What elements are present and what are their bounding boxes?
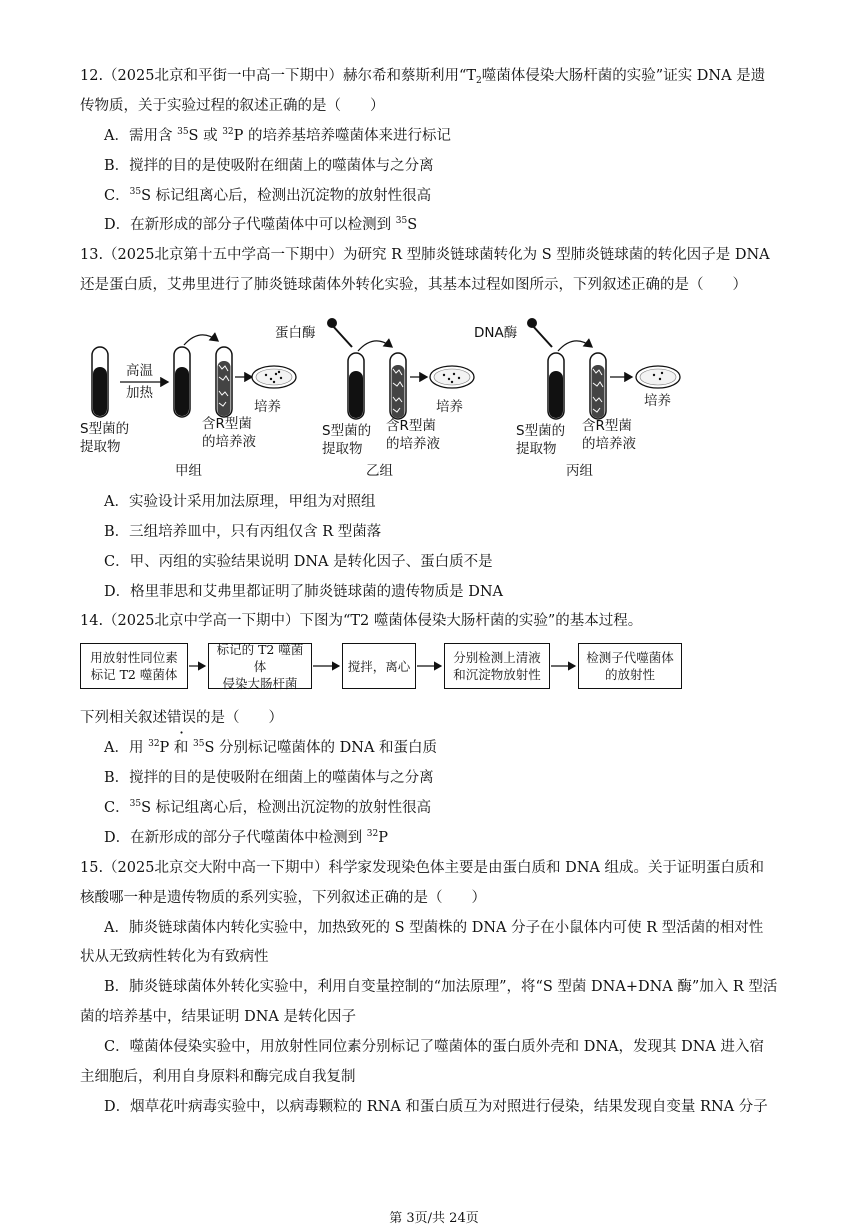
arrow-icon <box>184 335 218 345</box>
s-extract-label-1: S型菌的 <box>80 421 130 437</box>
s-extract-label-1: S型菌的 <box>322 423 372 439</box>
culture-label: 培养 <box>254 399 281 415</box>
q14-option-c: C．$^{35}$S 标记组离心后，检测出沉淀物的放射性很高 <box>104 799 432 816</box>
culture-label: 培养 <box>436 399 463 415</box>
q12-stem-line1: 12.（2025北京和平街一中高一下期中）赫尔希和蔡斯利用“$T_2$噬菌体侵染大肠杆菌的实验”证实 DNA 是遗 <box>80 68 766 86</box>
flow-step-2: 标记的 T2 噬菌体 侵染大肠杆菌 <box>208 643 312 689</box>
q12-option-c: C．$^{35}$S 标记组离心后，检测出沉淀物的放射性很高 <box>104 187 432 204</box>
flow-step-4: 分别检测上清液 和沉淀物放射性 <box>444 643 550 689</box>
q13-option-c: C．甲、丙组的实验结果说明 DNA 是转化因子、蛋白质不是 <box>104 554 493 570</box>
flow-step-3: 搅拌，离心 <box>342 643 416 689</box>
q12-option-b: B．搅拌的目的是使吸附在细菌上的噬菌体与之分离 <box>104 158 434 174</box>
q15-option-d-line1: D．烟草花叶病毒实验中，以病毒颗粒的 RNA 和蛋白质互为对照进行侵染，结果发现自变量 RNA 分子 <box>104 1099 768 1115</box>
q14-stem: 14.（2025北京中学高一下期中）下图为“T2 噬菌体侵染大肠杆菌的实验”的基本过程。 <box>80 613 643 629</box>
group-b-diagram <box>275 318 474 479</box>
r-medium-label-2: 的培养液 <box>386 436 440 452</box>
q15-stem-line2: 核酸哪一种是遗传物质的系列实验，下列叙述正确的是（ ） <box>80 890 486 906</box>
flow-step-1: 用放射性同位素 标记 T2 噬菌体 <box>80 643 188 689</box>
q12-option-d: D．在新形成的部分子代噬菌体中可以检测到 $^{35}$S <box>104 216 418 233</box>
q15-option-a-line2: 状从无致病性转化为有致病性 <box>80 949 269 965</box>
s-extract-label-2: 提取物 <box>516 441 557 457</box>
r-medium-label-1: 含R型菌 <box>386 418 436 434</box>
r-medium-label-2: 的培养液 <box>202 434 256 450</box>
q15-option-b-line1: B．肺炎链球菌体外转化实验中，利用自变量控制的“加法原理”，将“S 型菌 DNA+DNA 酶”加入 R 型活 <box>104 979 778 995</box>
r-medium-label-2: 的培养液 <box>582 436 636 452</box>
q15-option-c-line2: 主细胞后，利用自身原料和酶完成自我复制 <box>80 1069 356 1085</box>
group-c-label: 丙组 <box>566 463 593 479</box>
group-a-diagram <box>80 335 296 479</box>
q12-stem-line2: 传物质，关于实验过程的叙述正确的是（ ） <box>80 98 385 114</box>
arrow-icon <box>558 341 592 351</box>
dropper-icon <box>332 325 352 347</box>
q13-stem-line1: 13.（2025北京第十五中学高一下期中）为研究 R 型肺炎链球菌转化为 S 型肺炎链球菌的转化因子是 DNA <box>80 247 770 263</box>
page-footer: 第 3页/共 24页 <box>389 1211 479 1226</box>
protease-label: 蛋白酶 <box>275 325 316 341</box>
culture-label: 培养 <box>644 393 671 409</box>
q14-stem2: 下列相关叙述错误的是（ ） <box>80 710 283 726</box>
group-c-diagram <box>474 318 680 479</box>
flow-arrows <box>80 640 700 695</box>
high-temp-label: 高温 <box>126 363 153 379</box>
flow-step-5: 检测子代噬菌体 的放射性 <box>578 643 682 689</box>
avery-experiment-diagram <box>70 305 790 485</box>
r-medium-label-1: 含R型菌 <box>582 418 632 434</box>
q15-option-c-line1: C．噬菌体侵染实验中，用放射性同位素分别标记了噬菌体的蛋白质外壳和 DNA，发现其 DNA 进入宿 <box>104 1039 764 1055</box>
q15-option-b-line2: 菌的培养基中，结果证明 DNA 是转化因子 <box>80 1009 357 1025</box>
arrow-icon <box>358 341 392 351</box>
q14-option-b: B．搅拌的目的是使吸附在细菌上的噬菌体与之分离 <box>104 770 434 786</box>
dnase-label: DNA酶 <box>474 325 518 341</box>
q13-option-d: D．格里菲思和艾弗里都证明了肺炎链球菌的遗传物质是 DNA <box>104 584 504 600</box>
s-extract-label-2: 提取物 <box>80 439 121 455</box>
s-extract-label-2: 提取物 <box>322 441 363 457</box>
q15-stem-line1: 15.（2025北京交大附中高一下期中）科学家发现染色体主要是由蛋白质和 DNA 组成。关于证明蛋白质和 <box>80 860 764 876</box>
q13-option-a: A．实验设计采用加法原理，甲组为对照组 <box>104 494 376 510</box>
heating-label: 加热 <box>126 385 153 401</box>
q14-option-a: A．用 $^{32}$P 和 $^{35}$S 分别标记噬菌体的 DNA 和蛋白质 <box>104 739 438 756</box>
q12-option-a: A．需用含 $^{35}$S 或 $^{32}$P 的培养基培养噬菌体来进行标记 <box>104 127 452 144</box>
s-extract-label-1: S型菌的 <box>516 423 566 439</box>
group-b-label: 乙组 <box>366 463 393 479</box>
emphasis-word: 错误 <box>167 710 196 726</box>
q13-option-b: B．三组培养皿中，只有丙组仅含 R 型菌落 <box>104 524 382 540</box>
group-a-label: 甲组 <box>175 463 202 479</box>
q15-option-a-line1: A．肺炎链球菌体内转化实验中，加热致死的 S 型菌株的 DNA 分子在小鼠体内可使 R 型活菌的相对性 <box>104 920 764 936</box>
q14-flowchart <box>80 640 800 700</box>
dropper-icon <box>532 325 552 347</box>
q13-stem-line2: 还是蛋白质，艾弗里进行了肺炎链球菌体外转化实验，其基本过程如图所示，下列叙述正确的是（ ） <box>80 277 747 293</box>
r-medium-label-1: 含R型菌 <box>202 416 252 432</box>
q14-option-d: D．在新形成的部分子代噬菌体中检测到 $^{32}$P <box>104 829 388 846</box>
